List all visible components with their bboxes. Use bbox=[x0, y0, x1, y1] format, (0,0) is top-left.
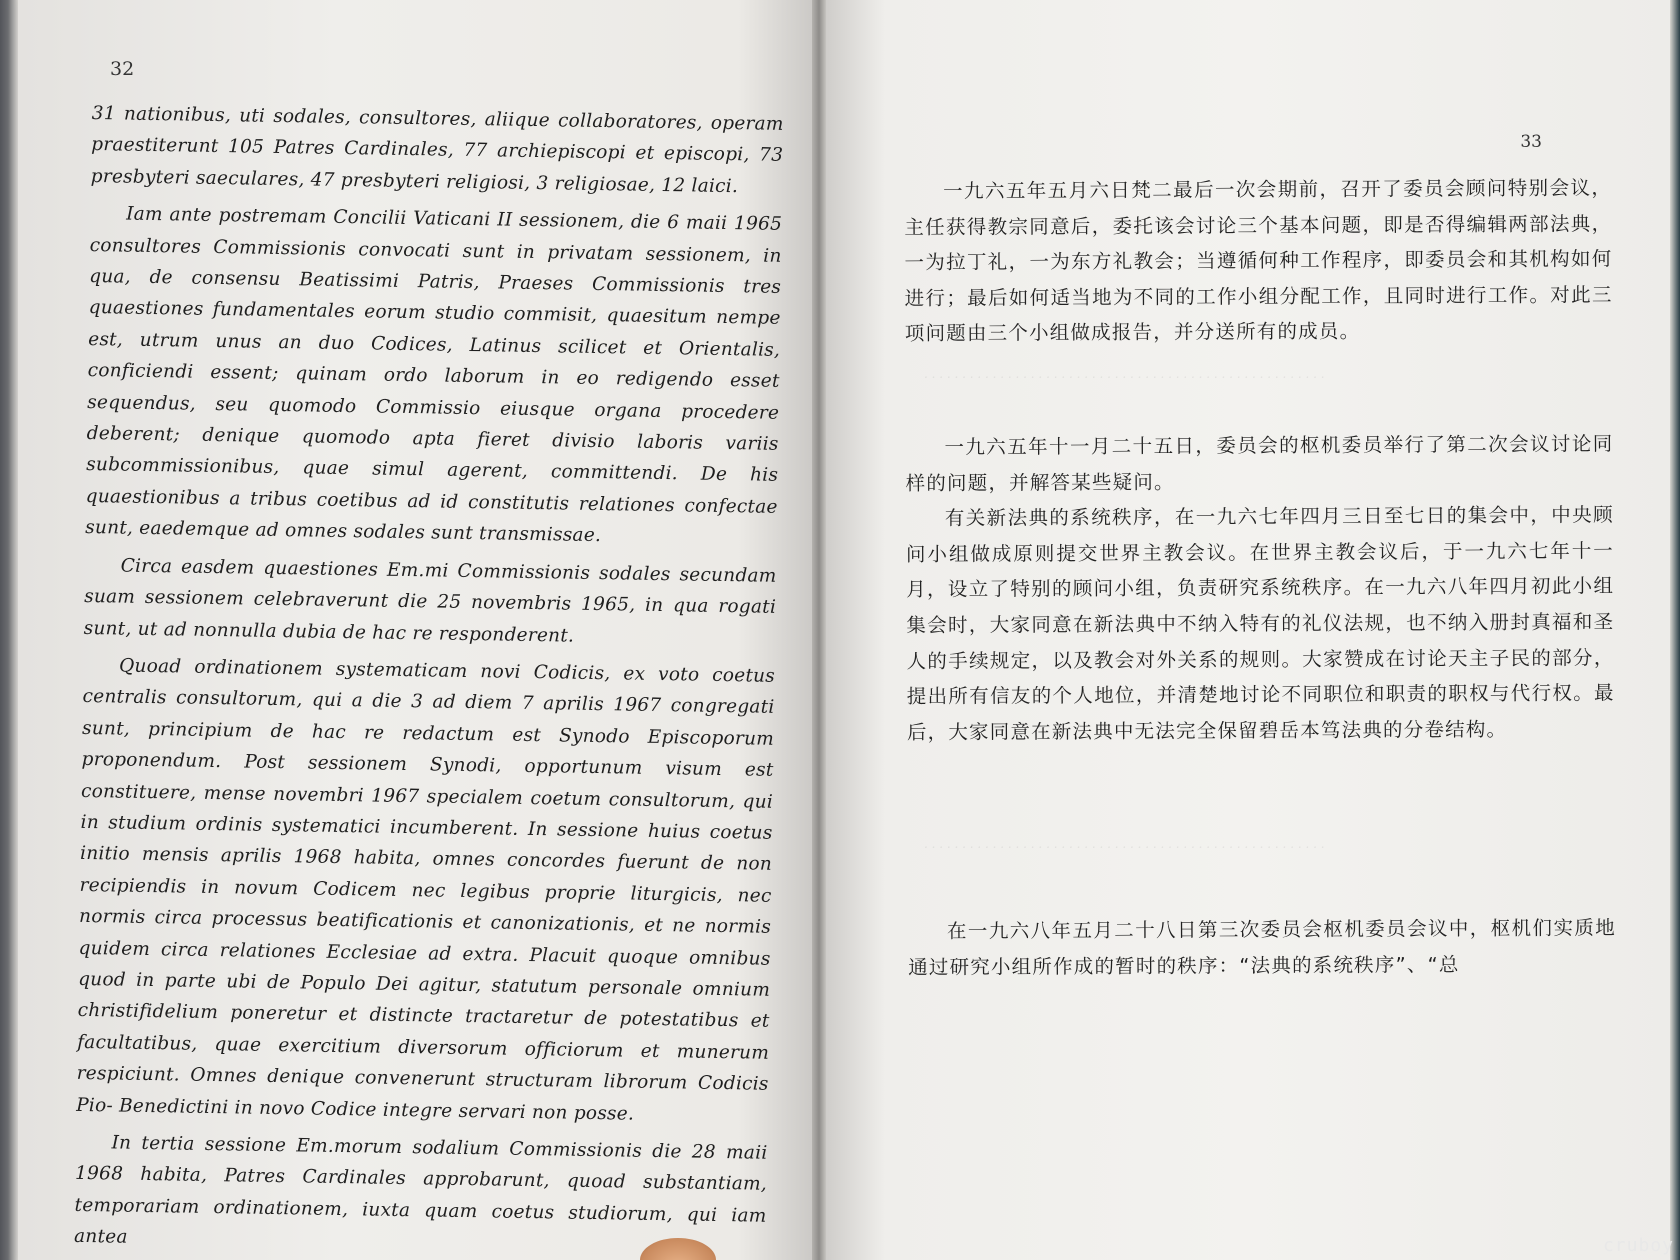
latin-text-block bbox=[74, 98, 784, 1260]
latin-paragraph: Quoad ordinationem systematicam novi Codicis, ex voto coetus centralis consultorum, qui a die 3 ad diem 7 aprilis 1967 congregati sunt, principium de hac re redactum est Synodo Episcoporum proponendum. Post sessionem Synodi, opportunum visum est constituere, mense novembri 1967 specialem coetum consultorum, qui in studium ordinis systematici incumberent. In sessione huius coetus initio mensis aprilis 1968 habita, omnes concordes fuerunt de non recipiendis in novum Codicem nec legibus proprie liturgicis, nec normis circa processus beatificationis et canonizationis, et ne normis quidem circa relationes Ecclesiae ad extra. Placuit quoque omnibus quod in parte ubi de Populo Dei agitur, statutum personale omnium christifidelium poneretur et distincte tractaretur de potestatibus et facultatibus, quae exercitium diversorum officiorum et munerum respiciunt. Omnes denique convenerunt structuram librorum Codicis Pio- Benedictini in novo Codice integre servari non posse. bbox=[76, 655, 776, 1125]
show-through-text: . . . . . . . . . . . . . . . . . . . . . . . . . . . . . . . . . . . . . . . . . . . . . . . . . . . . . bbox=[924, 837, 1325, 851]
book-gutter bbox=[812, 0, 826, 1260]
latin-paragraph: In tertia sessione Em.morum sodalium Commissionis die 28 maii 1968 habita, Patres Cardinales approbarunt, quoad substantiam, temporariam ordinationem, iuxta quam coetus studiorum, qui iam antea bbox=[73, 1132, 768, 1248]
left-page bbox=[18, 0, 818, 1260]
background-edge bbox=[1670, 0, 1680, 1260]
show-through-text: . . . . . . . . . . . . . . . . . . . . . . . . . . . . . . . . . . . . . . . . . . . . . . . . . . . . . bbox=[924, 367, 1325, 381]
chinese-paragraph: 一九六五年十一月二十五日，委员会的枢机委员举行了第二次会议讨论同样的问题，并解答某些疑问。 bbox=[905, 432, 1614, 495]
chinese-paragraph: 一九六五年五月六日梵二最后一次会期前，召开了委员会顾问特别会议，主任获得教宗同意后，委托该会讨论三个基本问题，即是否得编辑两部法典，一为拉丁礼，一为东方礼教会；当遵循何种工作程序，即委员会和其机构如何进行；最后如何适当地为不同的工作小组分配工作，且同时进行工作。对此三项问题由三个小组做成报告，并分送所有的成员。 bbox=[904, 176, 1613, 346]
chinese-paragraph: 有关新法典的系统秩序，在一九六七年四月三日至七日的集会中，中央顾问小组做成原则提交世界主教会议。在世界主教会议后，于一九六七年十一月，设立了特别的顾问小组，负责研究系统秩序。在一九六八年四月初此小组集会时，大家同意在新法典中不纳入特有的礼仪法规，也不纳入册封真福和圣人的手续规定，以及教会对外关系的规则。大家赞成在讨论天主子民的部分，提出所有信友的个人地位，并清楚地讨论不同职位和职责的职权与代行权。最后，大家同意在新法典中无法完全保留碧岳本笃法典的分卷结构。 bbox=[905, 503, 1615, 744]
latin-paragraph: Circa easdem quaestiones Em.mi Commissionis sodales secundam suam sessionem celebraverunt die 25 novembris 1965, in qua rogati sunt, ut ad nonnulla dubia de hac re responderent. bbox=[83, 555, 777, 647]
latin-paragraph: Iam ante postremam Concilii Vaticani II sessionem, die 6 maii 1965 consultores Commissionis convocati sunt in privatam sessionem, in qua, de consensu Beatissimi Patris, Praeses Commissionis tres quaestiones fundamentales eorum studio commisit, quaesitum nempe est, utrum unus an duo Codices, Latinus scilicet et Orientalis, conficiendi essent; quinam ordo laborum in eo redigendo esset sequendus, seu quomodo Commissio eiusque organa procedere deberent; denique quomodo apta fieret divisio laboris variis subcommissionibus, quae simul agerent, committendi. De his quaestionibus a tribus coetibus ad id constitutis relationes confectae sunt, eaedemque ad omnes sodales sunt transmissae. bbox=[85, 203, 783, 547]
watermark: cruboy bbox=[1602, 1235, 1674, 1256]
chinese-text-block bbox=[904, 170, 1616, 985]
page-number-left: 32 bbox=[110, 58, 135, 80]
chinese-paragraph: 在一九六八年五月二十八日第三次委员会枢机委员会议中，枢机们实质地通过研究小组所作成的暂时的秩序：“法典的系统秩序”、“总 bbox=[908, 916, 1617, 979]
right-page bbox=[826, 0, 1672, 1260]
page-number-right: 33 bbox=[1520, 132, 1542, 152]
latin-paragraph: 31 nationibus, uti sodales, consultores, aliique collaboratores, operam praestiterunt 105 Patres Cardinales, 77 archiepiscopi et episcopi, 73 presbyteri saeculares, 47 presbyteri religiosi, 3 religiosae, 12 laici. bbox=[90, 102, 784, 197]
